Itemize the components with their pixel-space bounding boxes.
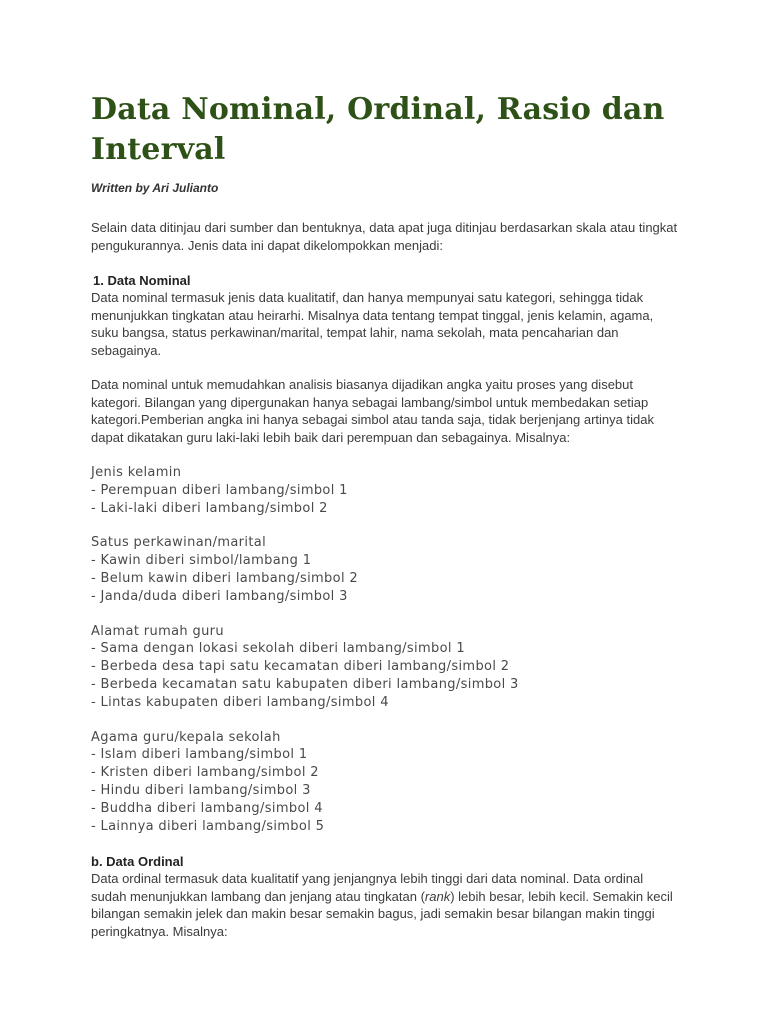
section-heading-ordinal: b. Data Ordinal	[91, 854, 184, 870]
ordinal-text-before: Data ordinal termasuk data kualitatif yang jenjangnya lebih tinggi dari data nominal. Data ordinal sudah menunjukkan lambang dan jenjang atau tingkatan (	[91, 871, 644, 904]
example-item: - Perempuan diberi lambang/simbol 1	[91, 482, 348, 498]
example-item: - Buddha diberi lambang/simbol 4	[91, 800, 323, 816]
author-byline: Written by Ari Julianto	[91, 181, 219, 195]
example-group-gender	[91, 464, 681, 517]
example-item: - Lainnya diberi lambang/simbol 5	[91, 818, 325, 834]
example-item: - Kristen diberi lambang/simbol 2	[91, 765, 319, 781]
nominal-paragraph-1: Data nominal termasuk jenis data kualitatif, dan hanya mempunyai satu kategori, sehingga tidak menunjukkan tingkatan atau heirarhi. Misalnya data tentang tempat tinggal, jenis kelamin, agama, suku bangsa, status perkawinan/marital, tempat lahir, nama sekolah, mata pencaharian dan sebagainya.	[91, 290, 654, 358]
ordinal-text-after: ) lebih besar, lebih kecil. Semakin kecil bilangan semakin jelek dan makin besar semakin bagus, jadi semakin besar bilangan makin tinggi peringkatnya. Misalnya:	[91, 888, 673, 939]
example-label: Alamat rumah guru	[91, 623, 224, 639]
example-item: - Janda/duda diberi lambang/simbol 3	[91, 588, 348, 604]
example-label: Agama guru/kepala sekolah	[91, 729, 281, 745]
example-group-address	[91, 623, 681, 712]
example-item: - Laki-laki diberi lambang/simbol 2	[91, 500, 328, 516]
intro-paragraph: Selain data ditinjau dari sumber dan bentuknya, data apat juga ditinjau berdasarkan skala atau tingkat pengukurannya. Jenis data ini dapat dikelompokkan menjadi:	[91, 220, 678, 253]
example-label: Satus perkawinan/marital	[91, 535, 267, 551]
section-heading-nominal: 1. Data Nominal	[93, 273, 191, 288]
document-page	[91, 90, 681, 940]
example-group-marital	[91, 534, 681, 605]
example-item: - Sama dengan lokasi sekolah diberi lambang/simbol 1	[91, 641, 465, 657]
document-title: Data Nominal, Ordinal, Rasio dan Interval	[91, 92, 665, 167]
example-label: Jenis kelamin	[91, 465, 182, 480]
ordinal-paragraph	[91, 870, 681, 940]
example-item: - Hindu diberi lambang/simbol 3	[91, 782, 311, 798]
example-item: - Islam diberi lambang/simbol 1	[91, 747, 308, 763]
example-item: - Lintas kabupaten diberi lambang/simbol 4	[91, 694, 389, 710]
example-group-religion	[91, 729, 681, 836]
example-item: - Berbeda desa tapi satu kecamatan diberi lambang/simbol 2	[91, 659, 510, 675]
nominal-paragraph-2: Data nominal untuk memudahkan analisis biasanya dijadikan angka yaitu proses yang disebut kategori. Bilangan yang dipergunakan hanya sebagai lambang/simbol untuk membedakan setiap kategori.Pemberian angka ini hanya sebagai simbol atau tanda saja, tidak berjenjang artinya tidak dapat dikatakan guru laki-laki lebih baik dari perempuan dan sebagainya. Misalnya:	[91, 377, 654, 445]
example-item: - Kawin diberi simbol/lambang 1	[91, 553, 312, 569]
ordinal-text-rank: rank	[424, 888, 451, 904]
example-item: - Berbeda kecamatan satu kabupaten diberi lambang/simbol 3	[91, 676, 519, 692]
example-item: - Belum kawin diberi lambang/simbol 2	[91, 570, 359, 586]
